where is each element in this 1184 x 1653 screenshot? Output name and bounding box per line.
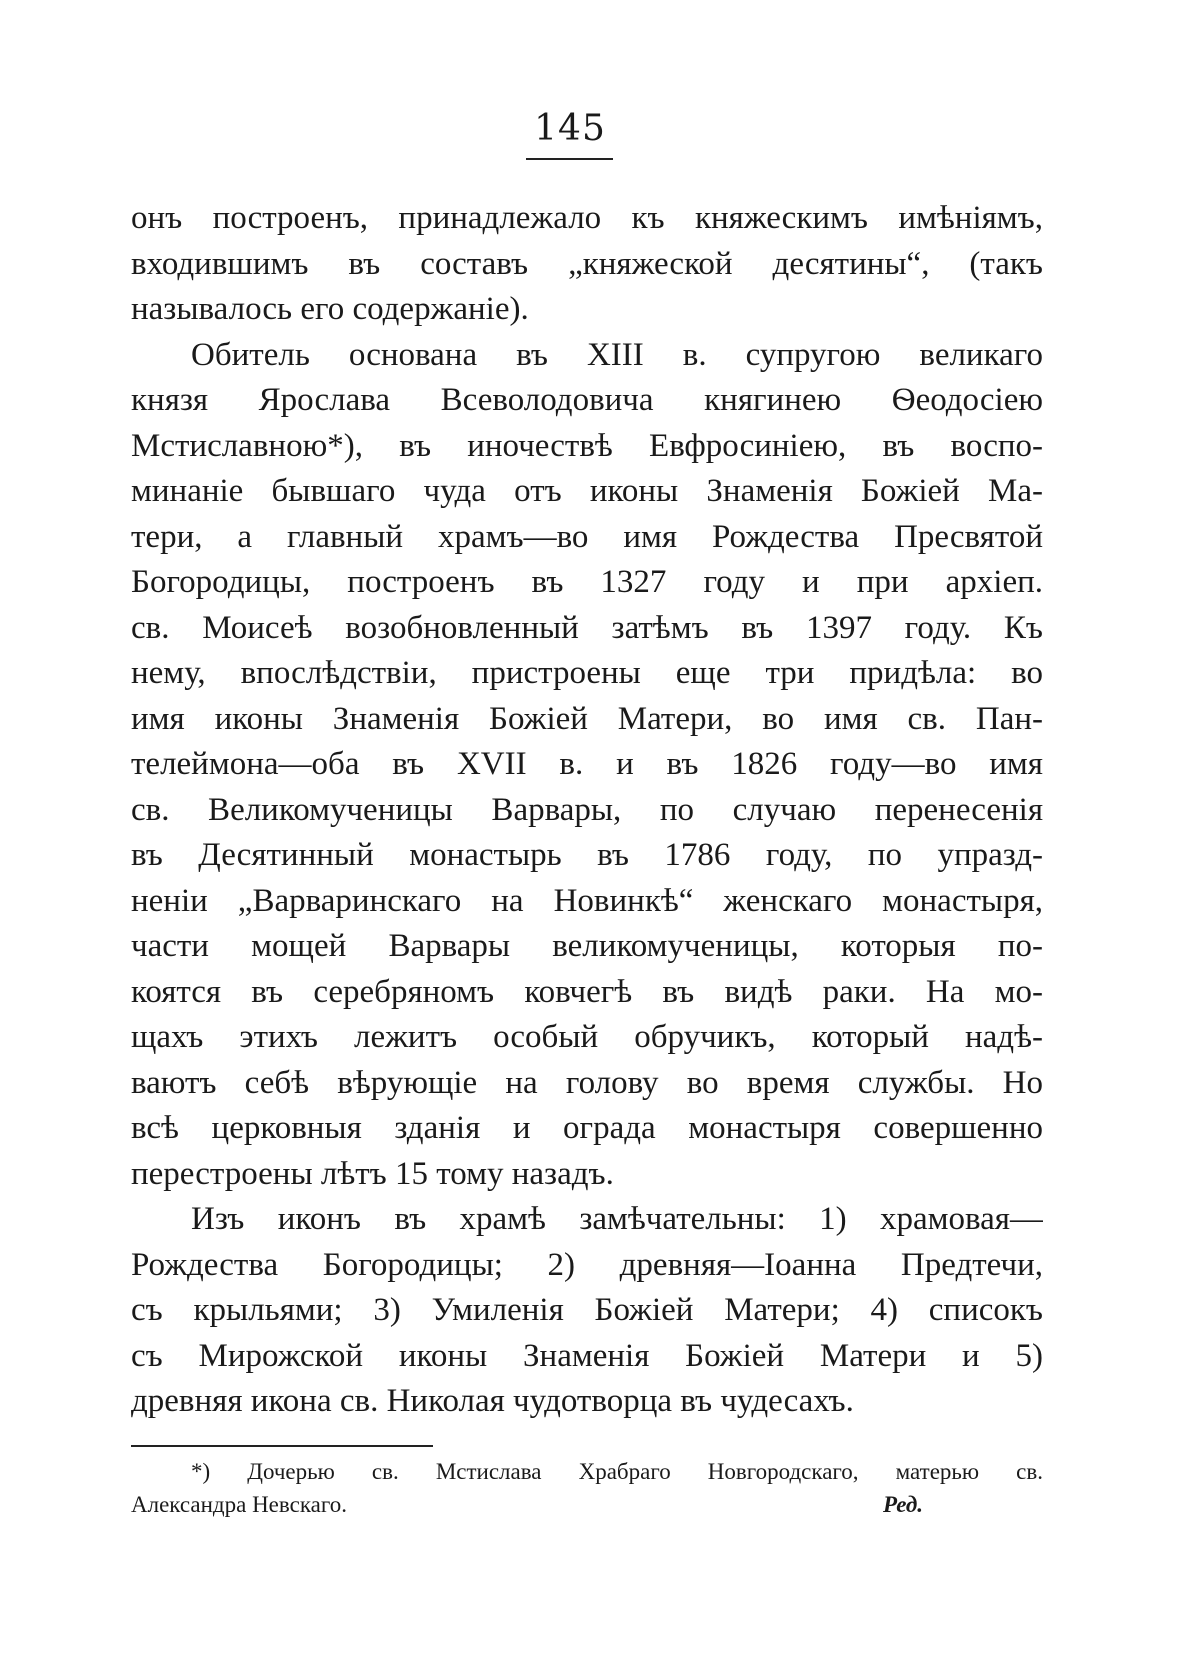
footnote-line-1: *) Дочерью св. Мстислава Храбраго Новгородскаго, матерью св. (191, 1459, 1043, 1484)
text-line: тери, а главный храмъ—во имя Рождества Пресвятой (131, 518, 1043, 555)
text-line: всѣ церковныя зданія и ограда монастыря совершенно (131, 1110, 1043, 1146)
footnote-line-2-text: Александра Невскаго. (131, 1492, 347, 1517)
text-line: неніи „Варваринскаго на Новинкѣ“ женскаго монастыря, (131, 882, 1043, 919)
body-text (131, 196, 1043, 1425)
text-line: въ Десятинный монастырь въ 1786 году, по упразд- (131, 837, 1043, 873)
text-line: имя иконы Знаменія Божіей Матери, во имя св. Пан- (131, 700, 1043, 737)
text-line: телеймона—оба въ XVII в. и въ 1826 году—во имя (131, 746, 1043, 782)
editor-mark: Ред. (882, 1492, 923, 1517)
text-line: коятся въ серебряномъ ковчегѣ въ видѣ раки. На мо- (131, 973, 1043, 1010)
text-line: минаніе бывшаго чуда отъ иконы Знаменія Божіей Ма- (131, 473, 1043, 509)
text-line: Обитель основана въ XIII в. супругою великаго (191, 336, 1043, 373)
footnote (131, 1455, 1043, 1521)
text-line: св. Великомученицы Варвары, по случаю перенесенія (131, 791, 1043, 828)
footnote-rule (131, 1445, 433, 1447)
text-line: древняя икона св. Николая чудотворца въ чудесахъ. (131, 1383, 854, 1419)
page-number: 145 (534, 108, 606, 149)
text-line: входившимъ въ составъ „княжеской десятины“, (такъ (131, 245, 1043, 282)
text-line: св. Моисеѣ возобновленный затѣмъ въ 1397 году. Къ (131, 609, 1043, 646)
text-line: ваютъ себѣ вѣрующіе на голову во время службы. Но (131, 1064, 1043, 1101)
text-line: части мощей Варвары великомученицы, которыя по- (131, 928, 1043, 964)
page-number-rule (526, 158, 613, 160)
text-line: съ крыльями; 3) Умиленія Божіей Матери; 4) списокъ (131, 1292, 1043, 1328)
text-line: перестроены лѣтъ 15 тому назадъ. (131, 1155, 614, 1192)
text-line: называлось его содержаніе). (131, 291, 529, 327)
text-line: съ Мирожской иконы Знаменія Божіей Матери и 5) (131, 1337, 1043, 1374)
text-line: Изъ иконъ въ храмѣ замѣчательны: 1) храмовая— (191, 1201, 1043, 1237)
text-line: Богородицы, построенъ въ 1327 году и при архіеп. (131, 564, 1043, 600)
text-line: князя Ярослава Всеволодовича княгинею Ѳеодосіею (131, 382, 1043, 418)
text-line: Рождества Богородицы; 2) древняя—Іоанна Предтечи, (131, 1246, 1043, 1283)
text-line: щахъ этихъ лежитъ особый обручикъ, который надѣ- (131, 1019, 1043, 1055)
text-line: Мстиславною*), въ иночествѣ Евфросиніею, въ воспо- (131, 427, 1043, 464)
text-line: нему, впослѣдствіи, пристроены еще три придѣла: во (131, 655, 1043, 691)
text-line: онъ построенъ, принадлежало къ княжескимъ имѣніямъ, (131, 200, 1043, 236)
footnote-line-2 (131, 1488, 1043, 1521)
